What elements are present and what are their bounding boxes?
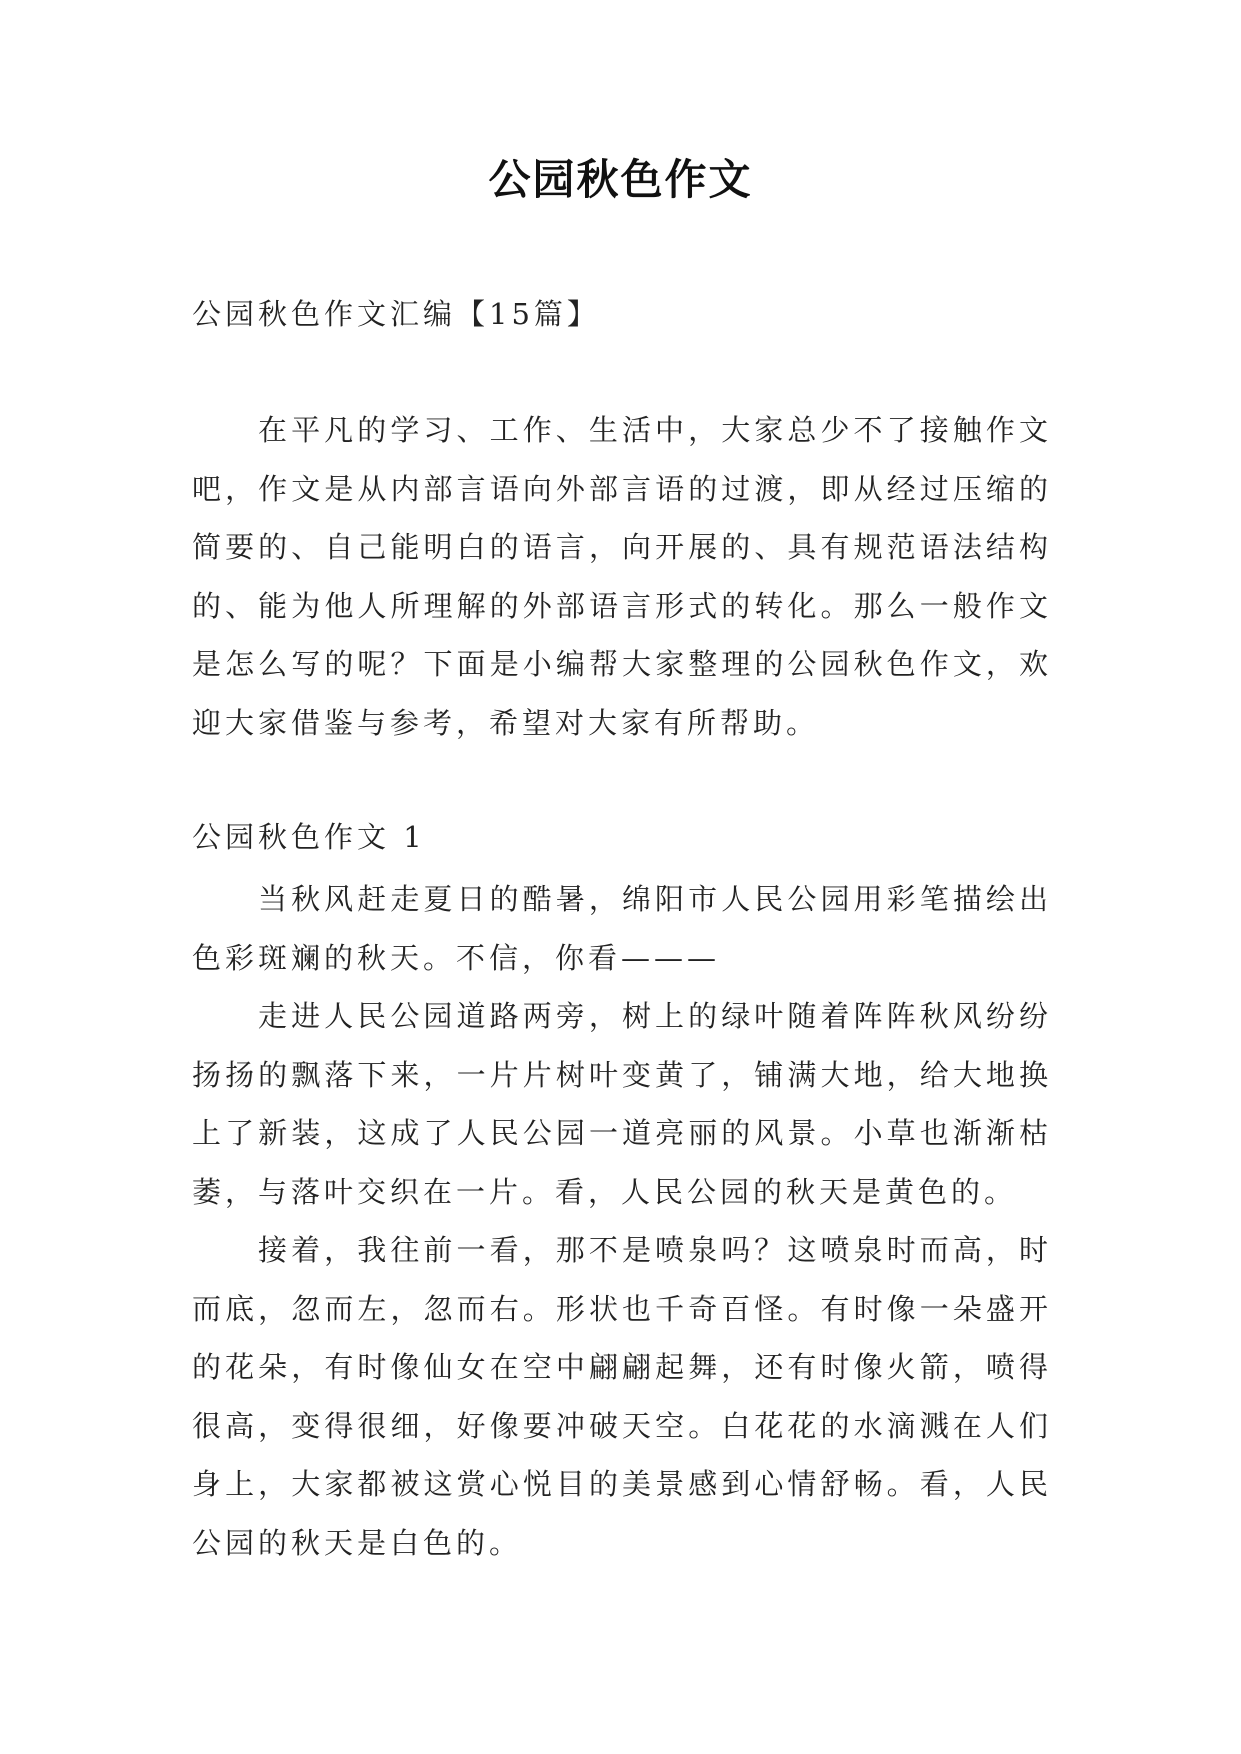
essay-paragraph: 接着，我往前一看，那不是喷泉吗？这喷泉时而高，时而底，忽而左，忽而右。形状也千奇百怪。有时像一朵盛开的花朵，有时像仙女在空中翩翩起舞，还有时像火箭，喷得很高，变得很细，好像要冲破天空。白花花的水滴溅在人们身上，大家都被这赏心悦目的美景感到心情舒畅。看，人民公园的秋天是白色的。: [192, 1233, 1052, 1560]
document-subtitle: 公园秋色作文汇编【15篇】: [192, 297, 600, 331]
intro-paragraph: 在平凡的学习、工作、生活中，大家总少不了接触作文吧，作文是从内部言语向外部言语的过渡，即从经过压缩的简要的、自己能明白的语言，向开展的、具有规范语法结构的、能为他人所理解的外部语言形式的转化。那么一般作文是怎么写的呢？下面是小编帮大家整理的公园秋色作文，欢迎大家借鉴与参考，希望对大家有所帮助。: [192, 413, 1052, 740]
essay-section-1: [192, 870, 1052, 1572]
essay-paragraph: 当秋风赶走夏日的酷暑，绵阳市人民公园用彩笔描绘出色彩斑斓的秋天。不信，你看———: [192, 882, 1052, 975]
section-heading: 公园秋色作文 1: [192, 820, 426, 854]
document-title: 公园秋色作文: [488, 155, 753, 204]
essay-paragraph: 走进人民公园道路两旁，树上的绿叶随着阵阵秋风纷纷扬扬的飘落下来，一片片树叶变黄了，铺满大地，给大地换上了新装，这成了人民公园一道亮丽的风景。小草也渐渐枯萎，与落叶交织在一片。看，人民公园的秋天是黄色的。: [192, 999, 1052, 1209]
